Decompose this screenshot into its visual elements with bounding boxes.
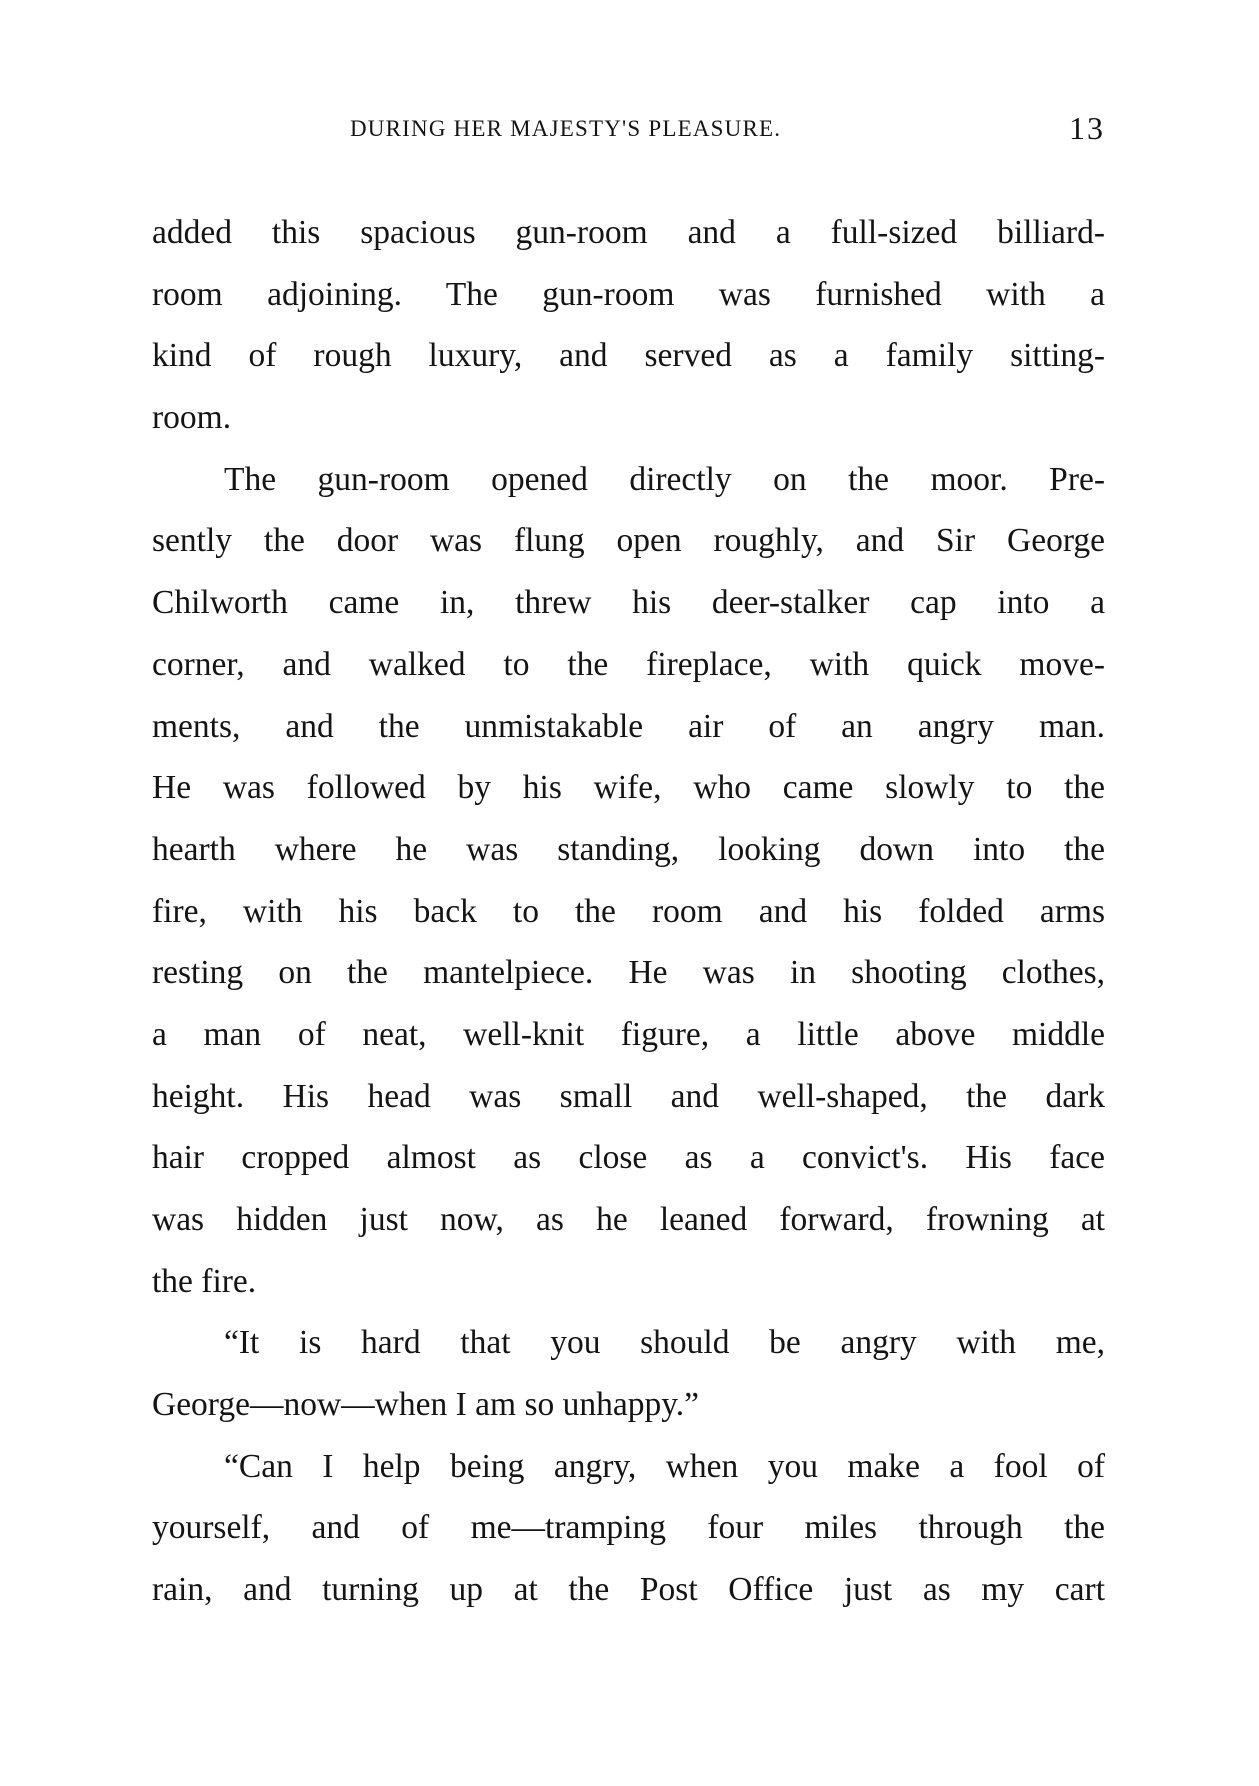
text-line: kind of rough luxury, and served as a family sitting-	[152, 337, 1105, 375]
text-line: George—now—when I am so unhappy.”	[152, 1386, 700, 1424]
text-line: fire, with his back to the room and his folded arms	[152, 892, 1105, 930]
text-line: room adjoining. The gun-room was furnished with a	[152, 275, 1105, 313]
page-number: 13	[1069, 110, 1105, 146]
text-line: The gun-room opened directly on the moor. Pre-	[224, 460, 1105, 498]
text-line: corner, and walked to the fireplace, with quick move-	[152, 645, 1105, 683]
text-line: He was followed by his wife, who came slowly to the	[152, 769, 1105, 807]
running-head	[150, 110, 1105, 156]
text-line: “It is hard that you should be angry with me,	[224, 1324, 1105, 1362]
text-line: “Can I help being angry, when you make a fool of	[224, 1447, 1105, 1485]
text-line: sently the door was flung open roughly, and Sir George	[152, 522, 1105, 560]
text-line: added this spacious gun-room and a full-sized billiard-	[152, 214, 1105, 251]
text-line: yourself, and of me—tramping four miles through the	[152, 1509, 1105, 1547]
text-line: ments, and the unmistakable air of an angry man.	[152, 707, 1105, 745]
body-text	[152, 202, 1105, 1621]
running-title: DURING HER MAJESTY'S PLEASURE.	[350, 116, 782, 141]
text-line: height. His head was small and well-shaped, the dark	[152, 1077, 1105, 1115]
text-line: hair cropped almost as close as a convict's. His face	[152, 1139, 1105, 1177]
text-line: was hidden just now, as he leaned forward, frowning at	[152, 1201, 1105, 1238]
text-line: the fire.	[152, 1262, 257, 1300]
text-line: rain, and turning up at the Post Office just as my cart	[152, 1571, 1105, 1609]
text-line: Chilworth came in, threw his deer-stalker cap into a	[152, 584, 1105, 622]
text-line: room.	[152, 399, 232, 437]
text-line: resting on the mantelpiece. He was in shooting clothes,	[152, 954, 1105, 992]
text-line: a man of neat, well-knit figure, a little above middle	[152, 1015, 1105, 1053]
text-line: hearth where he was standing, looking down into the	[152, 830, 1105, 868]
